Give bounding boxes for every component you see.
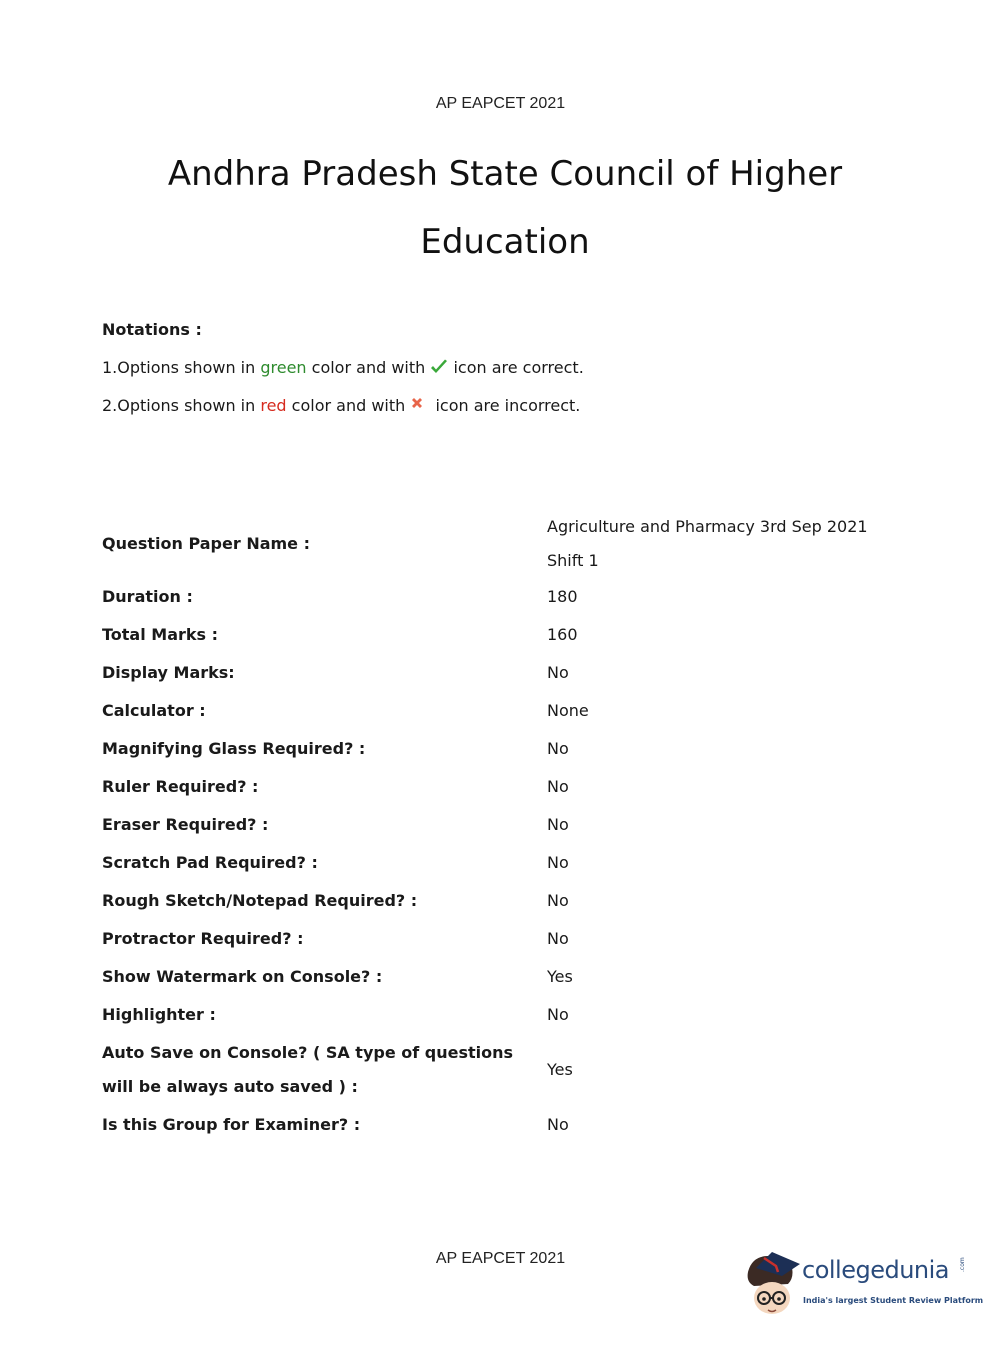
detail-row — [102, 806, 907, 844]
detail-value: No — [547, 777, 569, 796]
detail-key: Show Watermark on Console? : — [102, 967, 383, 986]
title-line-1: Andhra Pradesh State Council of Higher — [167, 154, 843, 194]
detail-key: Question Paper Name : — [102, 534, 310, 553]
title-line-2: Education — [420, 222, 590, 262]
detail-row — [102, 996, 907, 1034]
detail-key: Scratch Pad Required? : — [102, 853, 318, 872]
detail-row — [102, 768, 907, 806]
detail-row — [102, 510, 907, 578]
detail-row — [102, 578, 907, 616]
cross-icon — [410, 396, 424, 410]
notations-section — [102, 318, 902, 432]
notation-text: color and with — [306, 358, 431, 377]
detail-value: No — [547, 891, 569, 910]
detail-value: No — [547, 853, 569, 872]
page-title — [100, 140, 910, 276]
notation-incorrect — [102, 394, 902, 432]
detail-key: Protractor Required? : — [102, 929, 304, 948]
detail-key: Magnifying Glass Required? : — [102, 739, 366, 758]
detail-key: Is this Group for Examiner? : — [102, 1115, 361, 1134]
notation-text: 2.Options shown in — [102, 396, 261, 415]
detail-row — [102, 692, 907, 730]
detail-key: Eraser Required? : — [102, 815, 269, 834]
detail-value: 180 — [547, 587, 578, 606]
notations-heading: Notations : — [102, 320, 202, 339]
red-word: red — [260, 396, 287, 415]
detail-value: Yes — [547, 967, 573, 986]
detail-row — [102, 730, 907, 768]
notation-correct — [102, 356, 902, 394]
details-body — [102, 510, 907, 1144]
green-word: green — [260, 358, 307, 377]
detail-value: 160 — [547, 625, 578, 644]
check-icon — [430, 359, 448, 375]
detail-key: Auto Save on Console? ( SA type of questions will be always auto saved ) : — [102, 1043, 514, 1096]
notation-text: icon are correct. — [448, 358, 584, 377]
detail-row — [102, 844, 907, 882]
detail-row — [102, 882, 907, 920]
detail-value: No — [547, 815, 569, 834]
detail-value: No — [547, 929, 569, 948]
exam-details-table — [102, 510, 907, 1144]
detail-row — [102, 1106, 907, 1144]
detail-row — [102, 958, 907, 996]
detail-key: Duration : — [102, 587, 193, 606]
detail-key: Calculator : — [102, 701, 206, 720]
detail-key: Rough Sketch/Notepad Required? : — [102, 891, 418, 910]
detail-value: No — [547, 663, 569, 682]
detail-value: No — [547, 1005, 569, 1024]
mascot-icon — [742, 1250, 802, 1318]
detail-key: Total Marks : — [102, 625, 219, 644]
detail-value: Agriculture and Pharmacy 3rd Sep 2021 Shift 1 — [547, 517, 868, 570]
detail-row — [102, 654, 907, 692]
page-header: AP EAPCET 2021 — [435, 95, 566, 112]
detail-row — [102, 616, 907, 654]
detail-value: None — [547, 701, 589, 720]
detail-key: Display Marks: — [102, 663, 235, 682]
collegedunia-logo — [742, 1250, 984, 1320]
detail-key: Ruler Required? : — [102, 777, 259, 796]
page-footer: AP EAPCET 2021 — [435, 1250, 566, 1267]
detail-key: Highlighter : — [102, 1005, 216, 1024]
logo-wordmark: collegedunia — [802, 1256, 950, 1284]
notation-text: color and with — [286, 396, 411, 415]
detail-value: No — [547, 739, 569, 758]
notation-text: icon are incorrect. — [430, 396, 581, 415]
detail-row — [102, 1034, 907, 1106]
detail-row — [102, 920, 907, 958]
logo-suffix: .com — [959, 1257, 966, 1272]
detail-value: Yes — [547, 1060, 573, 1079]
notation-text: 1.Options shown in — [102, 358, 261, 377]
logo-tagline: India's largest Student Review Platform — [803, 1296, 984, 1305]
detail-value: No — [547, 1115, 569, 1134]
